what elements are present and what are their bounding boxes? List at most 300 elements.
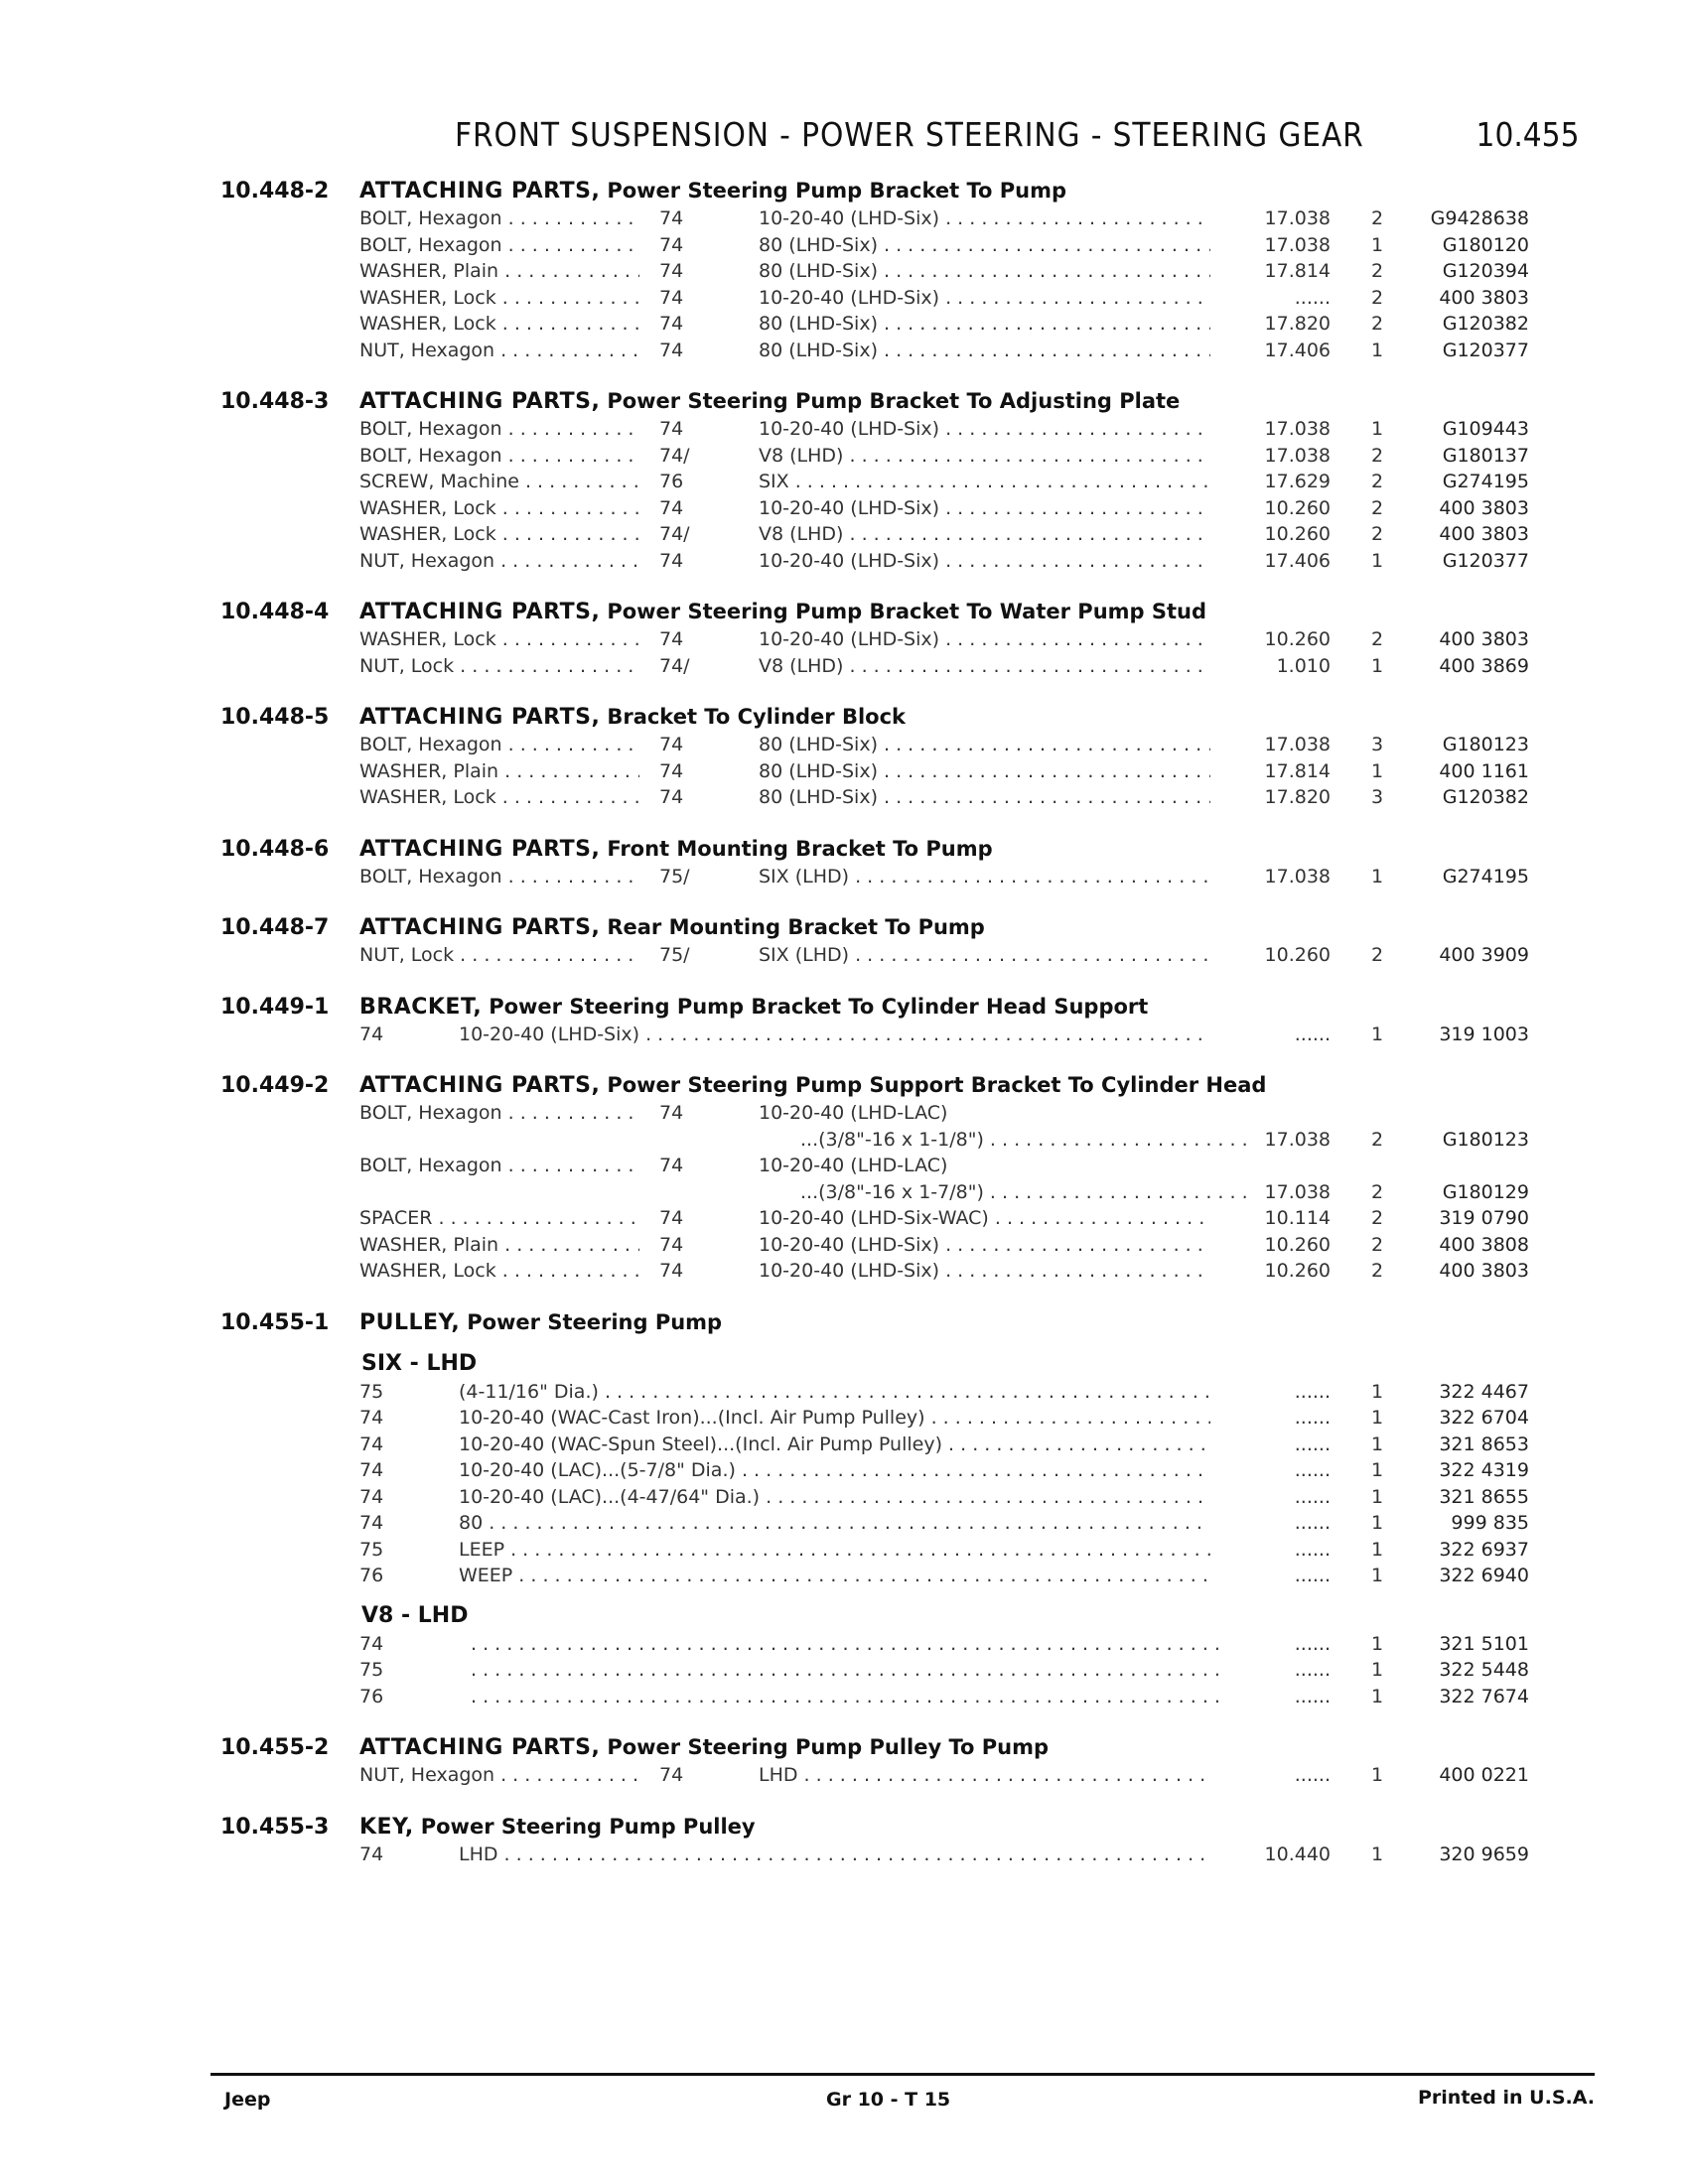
model-year: 74: [659, 286, 684, 309]
part-number: 400 3803: [1439, 523, 1529, 545]
model-year: 74: [659, 1260, 684, 1282]
part-name: WASHER, Lock . . .: [359, 313, 639, 335]
quantity: 1: [1370, 418, 1384, 440]
section-description: Power Steering Pump Bracket To Adjusting Plate: [607, 389, 1181, 413]
application: 80 . . .: [459, 1512, 1210, 1534]
parts-list: [0, 179, 1688, 1893]
quantity: 2: [1370, 1207, 1384, 1229]
section-description: Power Steering Pump Bracket To Cylinder Head Support: [489, 994, 1149, 1019]
section-title: [359, 389, 1180, 414]
model-year: 74: [659, 1155, 684, 1176]
part-name: WASHER, Lock . . .: [359, 497, 639, 519]
quantity: 1: [1370, 549, 1384, 572]
quantity: 1: [1370, 1565, 1384, 1586]
application: 10-20-40 (LHD-Six) . . .: [759, 1260, 1210, 1282]
part-number: 400 3909: [1439, 944, 1529, 966]
reference-number: 17.038: [1264, 233, 1331, 256]
part-number: 400 1161: [1439, 759, 1529, 782]
reference-number: 17.038: [1264, 444, 1331, 467]
part-number: 322 5448: [1439, 1659, 1529, 1681]
model-year: 74: [359, 1023, 384, 1045]
part-number: 400 3869: [1439, 654, 1529, 677]
model-year: 74: [659, 260, 684, 282]
application: 10-20-40 (LHD-Six) . . .: [459, 1024, 1210, 1045]
model-year: 74: [359, 1407, 384, 1429]
section-description: Rear Mounting Bracket To Pump: [607, 915, 985, 939]
part-name: BOLT, Hexagon . . .: [359, 418, 639, 440]
application: 10-20-40 (LHD-Six) . . .: [759, 497, 1210, 519]
part-number: G120382: [1442, 313, 1529, 335]
application: 80 (LHD-Six) . . .: [759, 786, 1210, 808]
quantity: 1: [1370, 1843, 1384, 1865]
part-row: [0, 1633, 1688, 1660]
section-number: 10.449-2: [220, 1073, 330, 1098]
model-year: 74: [659, 1233, 684, 1256]
model-year: 74: [359, 1433, 384, 1455]
section-number: 10.448-5: [220, 705, 330, 730]
application: 10-20-40 (LHD-Six-WAC) . . .: [759, 1207, 1210, 1229]
section-description: Front Mounting Bracket To Pump: [607, 836, 993, 861]
page-header: [0, 115, 1688, 163]
section-heading: [0, 1073, 1688, 1102]
reference-number: 17.814: [1264, 759, 1331, 782]
footer-divider: [211, 2073, 1595, 2076]
section-title: [359, 837, 993, 862]
quantity: 2: [1370, 944, 1384, 966]
quantity: 1: [1370, 1459, 1384, 1481]
part-name: BOLT, Hexagon . . .: [359, 445, 639, 467]
application: 80 (LHD-Six) . . .: [759, 234, 1210, 256]
part-row: [0, 1486, 1688, 1513]
section-heading: [0, 837, 1688, 866]
part-row: [0, 234, 1688, 261]
quantity: 2: [1370, 1128, 1384, 1151]
part-name: WASHER, Plain . . .: [359, 260, 639, 282]
section-name: ATTACHING PARTS,: [359, 600, 601, 624]
model-year: 74: [659, 339, 684, 361]
section-description: Power Steering Pump: [467, 1309, 723, 1334]
part-number: 400 0221: [1439, 1764, 1529, 1786]
model-year: 74: [659, 628, 684, 650]
application: V8 (LHD) . . .: [759, 523, 1210, 545]
part-number: 400 3803: [1439, 628, 1529, 650]
section-name: ATTACHING PARTS,: [359, 1735, 601, 1760]
section-name: ATTACHING PARTS,: [359, 915, 601, 940]
quantity: 2: [1370, 286, 1384, 309]
part-number: G180129: [1442, 1180, 1529, 1203]
application: [459, 1659, 1222, 1681]
section-title: [359, 995, 1148, 1020]
application: V8 (LHD) . . .: [759, 655, 1210, 677]
quantity: 2: [1370, 1260, 1384, 1282]
parts-section: [0, 1310, 1688, 1712]
part-number: 322 6704: [1439, 1407, 1529, 1429]
model-year: 74: [359, 1459, 384, 1481]
part-row: [0, 1407, 1688, 1433]
reference-number: 17.629: [1264, 471, 1331, 492]
reference-number: ......: [1294, 1023, 1331, 1045]
part-row: [0, 760, 1688, 787]
group-heading: [0, 1601, 1688, 1633]
part-number: G120377: [1442, 549, 1529, 572]
model-year: 75: [359, 1659, 384, 1681]
application: (4-11/16" Dia.) . . .: [459, 1381, 1210, 1403]
section-number: 10.448-3: [220, 389, 330, 414]
part-number: G120377: [1442, 339, 1529, 361]
model-year: 74: [359, 1632, 384, 1655]
section-heading: [0, 389, 1688, 418]
application: 10-20-40 (WAC-Spun Steel)...(Incl. Air Pump Pulley) . . .: [459, 1433, 1210, 1455]
reference-number: 17.038: [1264, 418, 1331, 440]
part-row: [0, 445, 1688, 472]
application: 10-20-40 (LHD-LAC): [759, 1155, 948, 1176]
application: [459, 1633, 1222, 1655]
part-name: NUT, Hexagon . . .: [359, 340, 639, 361]
reference-number: 17.820: [1264, 313, 1331, 335]
part-row: [0, 313, 1688, 340]
reference-number: ......: [1294, 1459, 1331, 1481]
part-number: 321 8655: [1439, 1485, 1529, 1508]
application: SIX (LHD) . . .: [759, 866, 1210, 887]
model-year: 74: [359, 1485, 384, 1508]
group-heading: [0, 1349, 1688, 1381]
quantity: 2: [1370, 628, 1384, 650]
parts-section: [0, 705, 1688, 813]
quantity: 1: [1370, 1023, 1384, 1045]
part-row: [0, 260, 1688, 287]
reference-number: 1.010: [1276, 654, 1331, 677]
section-title: [359, 1310, 722, 1335]
reference-number: 10.114: [1264, 1207, 1331, 1229]
footer-printed: Printed in U.S.A.: [1418, 2087, 1595, 2109]
application: 10-20-40 (LHD-Six) . . .: [759, 418, 1210, 440]
application: 10-20-40 (LHD-Six) . . .: [759, 1234, 1210, 1256]
model-year: 74: [659, 1764, 684, 1786]
part-row: [0, 1686, 1688, 1712]
part-name: SPACER . . .: [359, 1207, 639, 1229]
section-name: PULLEY,: [359, 1309, 461, 1335]
reference-number: 10.260: [1264, 496, 1331, 519]
parts-section: [0, 837, 1688, 892]
reference-number: ......: [1294, 286, 1331, 309]
quantity: 2: [1370, 313, 1384, 335]
reference-number: 17.038: [1264, 207, 1331, 229]
quantity: 1: [1370, 1407, 1384, 1429]
application: [459, 1686, 1222, 1707]
quantity: 2: [1370, 1233, 1384, 1256]
reference-number: 17.038: [1264, 1128, 1331, 1151]
part-number: 322 4319: [1439, 1459, 1529, 1481]
reference-number: 17.038: [1264, 734, 1331, 755]
section-name: BRACKET,: [359, 994, 483, 1020]
part-row: [0, 207, 1688, 234]
quantity: 1: [1370, 1764, 1384, 1786]
model-year: 75/: [659, 865, 690, 887]
parts-section: [0, 600, 1688, 681]
section-number: 10.455-1: [220, 1309, 330, 1335]
reference-number: 17.038: [1264, 865, 1331, 887]
footer-group-ref: Gr 10 - T 15: [826, 2089, 951, 2111]
quantity: 1: [1370, 1685, 1384, 1707]
quantity: 1: [1370, 1433, 1384, 1455]
model-year: 74: [659, 786, 684, 808]
part-row: [0, 340, 1688, 366]
part-row: [0, 1843, 1688, 1870]
part-row: [0, 1512, 1688, 1539]
model-year: 76: [359, 1685, 384, 1707]
part-number: 322 6940: [1439, 1565, 1529, 1586]
section-number: 10.448-4: [220, 600, 330, 624]
part-name: BOLT, Hexagon . . .: [359, 1155, 639, 1176]
part-number: 999 835: [1451, 1512, 1529, 1534]
quantity: 1: [1370, 1538, 1384, 1561]
reference-number: ......: [1294, 1433, 1331, 1455]
quantity: 1: [1370, 1485, 1384, 1508]
reference-number: ......: [1294, 1407, 1331, 1429]
parts-section: [0, 1073, 1688, 1287]
part-name: WASHER, Lock . . .: [359, 287, 639, 309]
section-name: ATTACHING PARTS,: [359, 1073, 601, 1098]
section-title: [359, 1815, 756, 1840]
part-number: G180123: [1442, 734, 1529, 755]
reference-number: 10.260: [1264, 523, 1331, 545]
application: 10-20-40 (LHD-Six) . . .: [759, 287, 1210, 309]
application: 10-20-40 (LHD-Six) . . .: [759, 550, 1210, 572]
section-name: KEY,: [359, 1814, 414, 1840]
reference-number: 17.038: [1264, 1180, 1331, 1203]
section-description: Bracket To Cylinder Block: [607, 705, 907, 729]
model-year: 74: [659, 1207, 684, 1229]
reference-number: 10.440: [1264, 1843, 1331, 1865]
section-number: 10.448-2: [220, 179, 330, 204]
model-year: 74: [659, 418, 684, 440]
section-heading: [0, 995, 1688, 1024]
section-name: ATTACHING PARTS,: [359, 389, 601, 414]
quantity: 3: [1370, 734, 1384, 755]
section-description: Power Steering Pump Support Bracket To Cylinder Head: [607, 1073, 1267, 1097]
quantity: 1: [1370, 339, 1384, 361]
section-title: [359, 1735, 1049, 1760]
part-number: G120382: [1442, 786, 1529, 808]
application: 10-20-40 (WAC-Cast Iron)...(Incl. Air Pump Pulley) . . .: [459, 1407, 1210, 1429]
application: ...(3/8"-16 x 1-1/8") . . .: [759, 1129, 1252, 1151]
part-row: [0, 1433, 1688, 1460]
model-year: 74/: [659, 444, 690, 467]
parts-section: [0, 1815, 1688, 1870]
section-number: 10.449-1: [220, 994, 330, 1020]
section-description: Power Steering Pump Bracket To Pump: [607, 179, 1067, 203]
quantity: 1: [1370, 233, 1384, 256]
group-label: SIX - LHD: [361, 1350, 478, 1376]
model-year: 75: [359, 1538, 384, 1561]
part-name: NUT, Lock . . .: [359, 655, 639, 677]
model-year: 74/: [659, 654, 690, 677]
part-number: G180120: [1442, 233, 1529, 256]
part-row: [0, 1764, 1688, 1791]
reference-number: ......: [1294, 1764, 1331, 1786]
model-year: 74: [659, 233, 684, 256]
model-year: 75: [359, 1380, 384, 1403]
part-row: [0, 550, 1688, 577]
application: 10-20-40 (LAC)...(5-7/8" Dia.) . . .: [459, 1459, 1210, 1481]
part-row: [0, 1381, 1688, 1408]
part-name: NUT, Hexagon . . .: [359, 550, 639, 572]
part-row: [0, 1102, 1688, 1129]
quantity: 2: [1370, 260, 1384, 282]
part-name: WASHER, Lock . . .: [359, 628, 639, 650]
part-name: WASHER, Lock . . .: [359, 1260, 639, 1282]
section-heading: [0, 705, 1688, 734]
model-year: 76: [359, 1565, 384, 1586]
quantity: 1: [1370, 1380, 1384, 1403]
part-row: [0, 1260, 1688, 1287]
group-label: V8 - LHD: [361, 1602, 469, 1628]
part-name: WASHER, Lock . . .: [359, 523, 639, 545]
application: WEEP . . .: [459, 1565, 1210, 1586]
quantity: 3: [1370, 786, 1384, 808]
model-year: 74/: [659, 523, 690, 545]
application: 10-20-40 (LHD-Six) . . .: [759, 207, 1210, 229]
reference-number: ......: [1294, 1485, 1331, 1508]
model-year: 76: [659, 471, 684, 492]
section-number: 10.448-7: [220, 915, 330, 940]
reference-number: ......: [1294, 1565, 1331, 1586]
section-heading: [0, 915, 1688, 944]
part-name: BOLT, Hexagon . . .: [359, 734, 639, 755]
page-title: FRONT SUSPENSION - POWER STEERING - STEERING GEAR: [455, 115, 1364, 154]
section-heading: [0, 1310, 1688, 1339]
part-name: BOLT, Hexagon . . .: [359, 1102, 639, 1124]
part-name: WASHER, Plain . . .: [359, 1234, 639, 1256]
part-number: G109443: [1442, 418, 1529, 440]
part-row: [0, 418, 1688, 445]
part-number: 319 0790: [1439, 1207, 1529, 1229]
page-number: 10.455: [1476, 115, 1579, 154]
model-year: 74: [359, 1512, 384, 1534]
part-row: [0, 628, 1688, 655]
part-number: 400 3803: [1439, 496, 1529, 519]
reference-number: ......: [1294, 1538, 1331, 1561]
part-name: BOLT, Hexagon . . .: [359, 207, 639, 229]
part-number: 400 3803: [1439, 286, 1529, 309]
part-row: [0, 1234, 1688, 1261]
model-year: 74: [659, 759, 684, 782]
part-number: 322 7674: [1439, 1685, 1529, 1707]
section-name: ATTACHING PARTS,: [359, 705, 601, 730]
quantity: 2: [1370, 444, 1384, 467]
application: SIX . . .: [759, 471, 1210, 492]
parts-section: [0, 179, 1688, 365]
section-description: Power Steering Pump Bracket To Water Pump Stud: [607, 600, 1207, 623]
quantity: 1: [1370, 654, 1384, 677]
model-year: 74: [659, 734, 684, 755]
part-row: [0, 1129, 1688, 1156]
parts-section: [0, 1735, 1688, 1791]
part-number: 320 9659: [1439, 1843, 1529, 1865]
part-row: [0, 1539, 1688, 1566]
quantity: 1: [1370, 759, 1384, 782]
quantity: 2: [1370, 207, 1384, 229]
section-name: ATTACHING PARTS,: [359, 836, 601, 862]
reference-number: ......: [1294, 1685, 1331, 1707]
reference-number: 17.406: [1264, 339, 1331, 361]
part-number: 322 6937: [1439, 1538, 1529, 1561]
part-row: [0, 1207, 1688, 1234]
parts-section: [0, 915, 1688, 971]
quantity: 1: [1370, 1659, 1384, 1681]
section-title: [359, 600, 1206, 624]
quantity: 2: [1370, 1180, 1384, 1203]
model-year: 74: [659, 549, 684, 572]
application: 80 (LHD-Six) . . .: [759, 313, 1210, 335]
part-name: BOLT, Hexagon . . .: [359, 234, 639, 256]
part-row: [0, 497, 1688, 524]
section-name: ATTACHING PARTS,: [359, 179, 601, 204]
application: 10-20-40 (LHD-Six) . . .: [759, 628, 1210, 650]
part-number: 400 3803: [1439, 1260, 1529, 1282]
section-number: 10.448-6: [220, 836, 330, 862]
part-row: [0, 866, 1688, 892]
part-name: BOLT, Hexagon . . .: [359, 866, 639, 887]
part-row: [0, 944, 1688, 971]
quantity: 2: [1370, 471, 1384, 492]
model-year: 75/: [659, 944, 690, 966]
part-name: SCREW, Machine . . .: [359, 471, 639, 492]
reference-number: 17.406: [1264, 549, 1331, 572]
part-row: [0, 1565, 1688, 1591]
section-number: 10.455-2: [220, 1735, 330, 1760]
part-name: WASHER, Plain . . .: [359, 760, 639, 782]
quantity: 1: [1370, 1632, 1384, 1655]
part-row: [0, 471, 1688, 497]
footer-brand: Jeep: [224, 2089, 271, 2111]
application: LHD . . .: [459, 1843, 1210, 1865]
part-number: 400 3808: [1439, 1233, 1529, 1256]
part-row: [0, 734, 1688, 760]
section-title: [359, 1073, 1266, 1098]
part-number: 322 4467: [1439, 1380, 1529, 1403]
part-row: [0, 1155, 1688, 1181]
reference-number: ......: [1294, 1659, 1331, 1681]
model-year: 74: [659, 313, 684, 335]
application: 80 (LHD-Six) . . .: [759, 734, 1210, 755]
application: 80 (LHD-Six) . . .: [759, 260, 1210, 282]
section-title: [359, 705, 906, 730]
part-name: NUT, Hexagon . . .: [359, 1764, 639, 1786]
part-name: NUT, Lock . . .: [359, 944, 639, 966]
part-row: [0, 1181, 1688, 1208]
model-year: 74: [359, 1843, 384, 1865]
part-number: G9428638: [1430, 207, 1529, 229]
reference-number: 10.260: [1264, 628, 1331, 650]
part-row: [0, 1024, 1688, 1050]
part-row: [0, 1659, 1688, 1686]
reference-number: 17.820: [1264, 786, 1331, 808]
application: LHD . . .: [759, 1764, 1210, 1786]
application: SIX (LHD) . . .: [759, 944, 1210, 966]
part-row: [0, 523, 1688, 550]
application: 10-20-40 (LAC)...(4-47/64" Dia.) . . .: [459, 1486, 1210, 1508]
application: 80 (LHD-Six) . . .: [759, 760, 1210, 782]
reference-number: 17.814: [1264, 260, 1331, 282]
reference-number: ......: [1294, 1380, 1331, 1403]
quantity: 2: [1370, 496, 1384, 519]
reference-number: 10.260: [1264, 1260, 1331, 1282]
section-description: Power Steering Pump Pulley: [420, 1814, 756, 1839]
quantity: 2: [1370, 523, 1384, 545]
part-number: 321 8653: [1439, 1433, 1529, 1455]
part-name: WASHER, Lock . . .: [359, 786, 639, 808]
